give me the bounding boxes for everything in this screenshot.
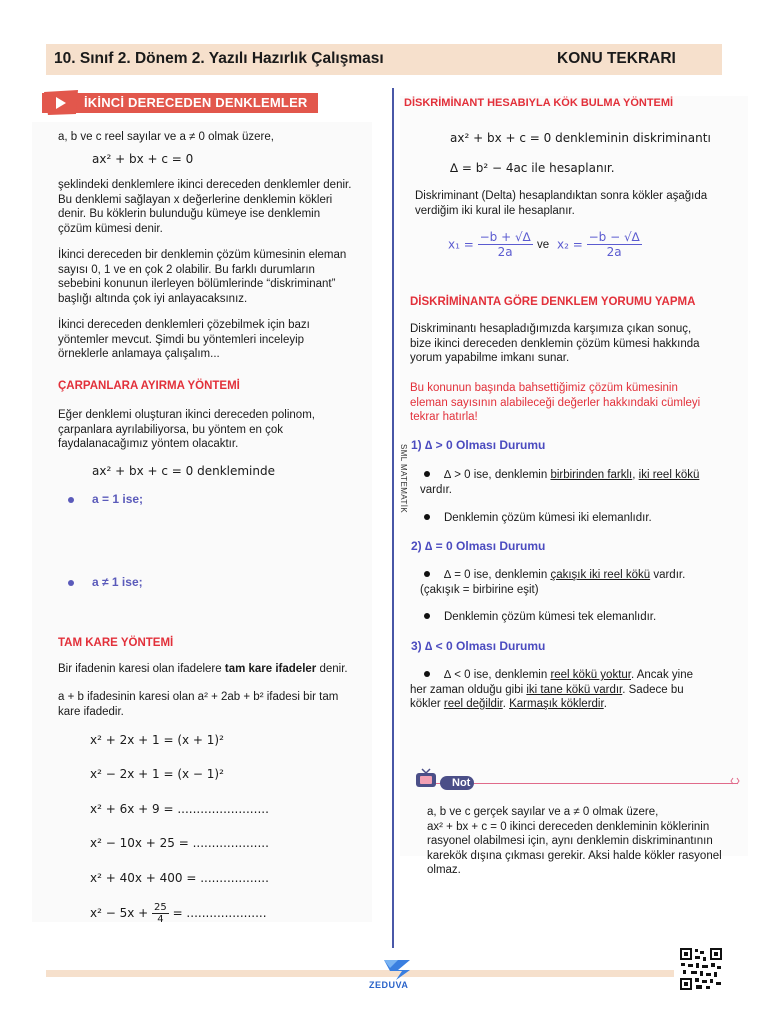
case-zero-title: 2) ∆ = 0 Olması Durumu [411,539,546,553]
note-body: a, b ve c gerçek sayılar ve a ≠ 0 olmak üzere, ax² + bx + c = 0 ikinci dereceden denkleminin köklerinin rasyonel olabilmesi için, aynı denklemin diskriminantının karekök dışına çıkması gerekir. Aksi halde kökler rasyonel olmaz. [427,806,722,876]
root-formula-x2: x₂ = $\frac{-b - √\Delta}{2a}$ [557,230,640,259]
factoring-equation: ax² + bx + c = 0 denkleminde [92,464,275,478]
paragraph-1: şeklindeki denklemlere ikinci dereceden denklemler denir. Bu denklemi sağlayan x değerlerine denklemin kökleri denir. Bu köklerin bulunduğu kümeye ise denklemin çözüm kümesi denir. [58,179,352,235]
factoring-text: Eğer denklemi oluşturan ikinci dereceden polinom, çarpanlara ayrılabiliyorsa, bu yöntem en çok faydalanacağımız yöntem olacaktır. [58,409,315,450]
example-6: x² − 5x + $\frac{25}{4}$ = ..................... [90,902,267,925]
note-label: Not [452,777,471,789]
case-a-equals-1: a = 1 ise; [92,492,144,506]
interp-heading: DİSKRİMİNANTA GÖRE DENKLEM YORUMU YAPMA [410,296,696,308]
intro-equation: ax² + bx + c = 0 [92,152,194,166]
case-positive-bullet-1: ∆ > 0 ise, denklemin birbirinden farklı, iki reel kökü vardır. [420,469,700,496]
square-text-2: a + b ifadesinin karesi olan a² + 2ab + b² ifadesi bir tam kare ifadedir. [58,691,339,718]
paragraph-2: İkinci dereceden bir denklemin çözüm kümesinin eleman sayısı 0, 1 ve en çok 2 olabilir. Bu farklı durumların sebebini konunun ilerleyen bölümlerinde “diskriminant” başlığı altında çok iyi anlayacaksınız. [58,249,347,305]
logo-text: ZEDUVA [369,980,409,990]
square-heading: TAM KARE YÖNTEMİ [58,637,174,649]
bullet-dot [68,497,74,503]
bullet-dot [68,580,74,586]
case-positive-bullet-2: Denklemin çözüm kümesi iki elemanlıdır. [420,511,652,526]
section-title: İKİNCİ DERECEDEN DENKLEMLER [84,95,308,110]
and-label: ve [537,239,550,251]
interp-reminder: Bu konunun başında bahsettiğimiz çözüm kümesinin eleman sayısının alabileceği değerler hakkındaki cümleyi tekrar hatırla! [410,382,701,423]
footer-bar [46,970,674,977]
example-3: x² + 6x + 9 = ........................ [90,802,269,816]
example-5: x² + 40x + 400 = .................. [90,871,269,885]
disc-text: Diskriminant (Delta) hesaplandıktan sonra kökler aşağıda verdiğim iki kural ile hesaplanır. [415,190,708,217]
paragraph-3: İkinci dereceden denklemleri çözebilmek için bazı yöntemler mevcut. Şimdi bu yöntemleri inceleyip örneklerle anlamaya çalışalım... [58,319,310,360]
disc-formula: ∆ = b² − 4ac ile hesaplanır. [450,161,615,175]
tv-icon [413,768,439,788]
code-arrow-icon [730,777,740,785]
square-text: Bir ifadenin karesi olan ifadelere tam kare ifadeler denir. [58,663,348,675]
side-label: SML MATEMATİK [399,444,408,514]
root-formula-x1: x₁ = $\frac{-b + √\Delta}{2a}$ [448,230,531,259]
case-a-not-1: a ≠ 1 ise; [92,575,143,589]
qr-code-icon[interactable] [679,947,723,991]
case-negative-title: 3) ∆ < 0 Olması Durumu [411,639,546,653]
example-2: x² − 2x + 1 = (x − 1)² [90,767,224,781]
example-4: x² − 10x + 25 = .................... [90,836,269,850]
factoring-heading: ÇARPANLARA AYIRMA YÖNTEMİ [58,380,240,392]
note-divider [430,783,738,784]
disc-heading: DİSKRİMİNANT HESABIYLA KÖK BULMA YÖNTEMİ [404,97,674,109]
page-title: 10. Sınıf 2. Dönem 2. Yazılı Hazırlık Çalışması [54,50,384,67]
case-zero-bullet-2: Denklemin çözüm kümesi tek elemanlıdır. [420,610,656,625]
topic-label: KONU TEKRARI [557,50,676,67]
interp-text: Diskriminantı hesapladığımızda karşımıza çıkan sonuç, bize ikinci dereceden denklemin çözüm kümesi hakkında yorum yapabilme imkanı sunar. [410,323,700,364]
case-zero-bullet-1: ∆ = 0 ise, denklemin çakışık iki reel kökü vardır. (çakışık = birbirine eşit) [420,569,686,596]
case-negative-bullet: ∆ < 0 ise, denklemin reel kökü yoktur. Ancak yine her zaman olduğu gibi iki tane kökü vardır. Sadece bu kökler reel değildir. Karmaşık köklerdir. [410,669,693,710]
example-1: x² + 2x + 1 = (x + 1)² [90,733,224,747]
intro-line: a, b ve c reel sayılar ve a ≠ 0 olmak üzere, [58,131,274,143]
disc-equation: ax² + bx + c = 0 denkleminin diskriminantı [450,131,711,145]
case-positive-title: 1) ∆ > 0 Olması Durumu [411,438,546,452]
